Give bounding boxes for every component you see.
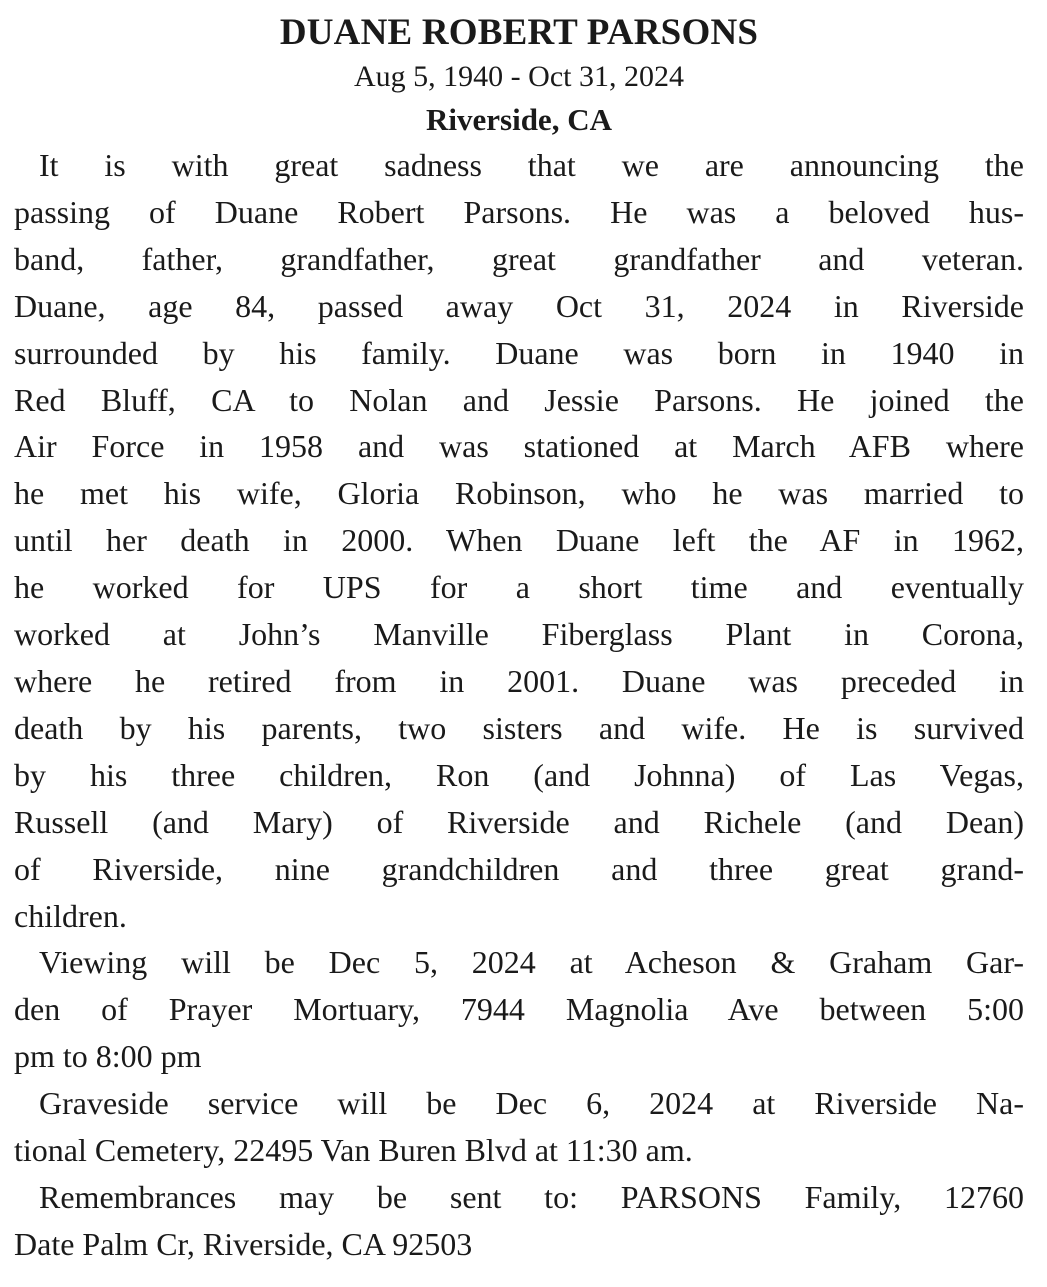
text-line: passing of Duane Robert Parsons. He was a beloved hus- bbox=[14, 193, 1024, 230]
text-line: he met his wife, Gloria Robinson, who he was married to bbox=[14, 475, 1024, 512]
life-dates: Aug 5, 1940 - Oct 31, 2024 bbox=[354, 60, 684, 93]
text-line: Date Palm Cr, Riverside, CA 92503 bbox=[14, 1225, 473, 1262]
text-line: Red Bluff, CA to Nolan and Jessie Parsons. He joined the bbox=[14, 381, 1024, 418]
text-line: until her death in 2000. When Duane left the AF in 1962, bbox=[14, 522, 1024, 559]
text-line: surrounded by his family. Duane was born in 1940 in bbox=[14, 334, 1024, 371]
text-line: Remembrances may be sent to: PARSONS Family, 12760 bbox=[39, 1178, 1024, 1215]
obituary-body bbox=[14, 142, 1024, 1268]
text-line: children. bbox=[14, 897, 127, 934]
text-line: worked at John’s Manville Fiberglass Plant in Corona, bbox=[14, 616, 1024, 653]
text-line: den of Prayer Mortuary, 7944 Magnolia Ave between 5:00 bbox=[14, 991, 1024, 1028]
location: Riverside, CA bbox=[426, 102, 612, 137]
text-line: Duane, age 84, passed away Oct 31, 2024 in Riverside bbox=[14, 287, 1024, 324]
paragraph-biography bbox=[14, 142, 1024, 939]
text-line: pm to 8:00 pm bbox=[14, 1038, 202, 1075]
text-line: of Riverside, nine grandchildren and three great grand- bbox=[14, 850, 1024, 887]
text-line: Graveside service will be Dec 6, 2024 at Riverside Na- bbox=[39, 1085, 1024, 1122]
text-line: he worked for UPS for a short time and eventually bbox=[14, 569, 1024, 606]
text-line: where he retired from in 2001. Duane was preceded in bbox=[14, 662, 1024, 699]
text-line: It is with great sadness that we are announcing the bbox=[39, 147, 1024, 183]
text-line: Russell (and Mary) of Riverside and Richele (and Dean) bbox=[14, 803, 1024, 840]
text-line: band, father, grandfather, great grandfather and veteran. bbox=[14, 240, 1024, 277]
deceased-name: DUANE ROBERT PARSONS bbox=[279, 12, 759, 53]
obituary-notice bbox=[14, 10, 1024, 1268]
text-line: tional Cemetery, 22495 Van Buren Blvd at 11:30 am. bbox=[14, 1132, 693, 1169]
paragraph-graveside-service bbox=[14, 1080, 1024, 1174]
text-line: death by his parents, two sisters and wife. He is survived bbox=[14, 709, 1024, 746]
text-line: by his three children, Ron (and Johnna) of Las Vegas, bbox=[14, 756, 1024, 793]
text-line: Air Force in 1958 and was stationed at March AFB where bbox=[14, 428, 1024, 465]
paragraph-viewing bbox=[14, 939, 1024, 1080]
text-line: Viewing will be Dec 5, 2024 at Acheson & Graham Gar- bbox=[39, 944, 1024, 981]
paragraph-remembrances bbox=[14, 1174, 1024, 1268]
